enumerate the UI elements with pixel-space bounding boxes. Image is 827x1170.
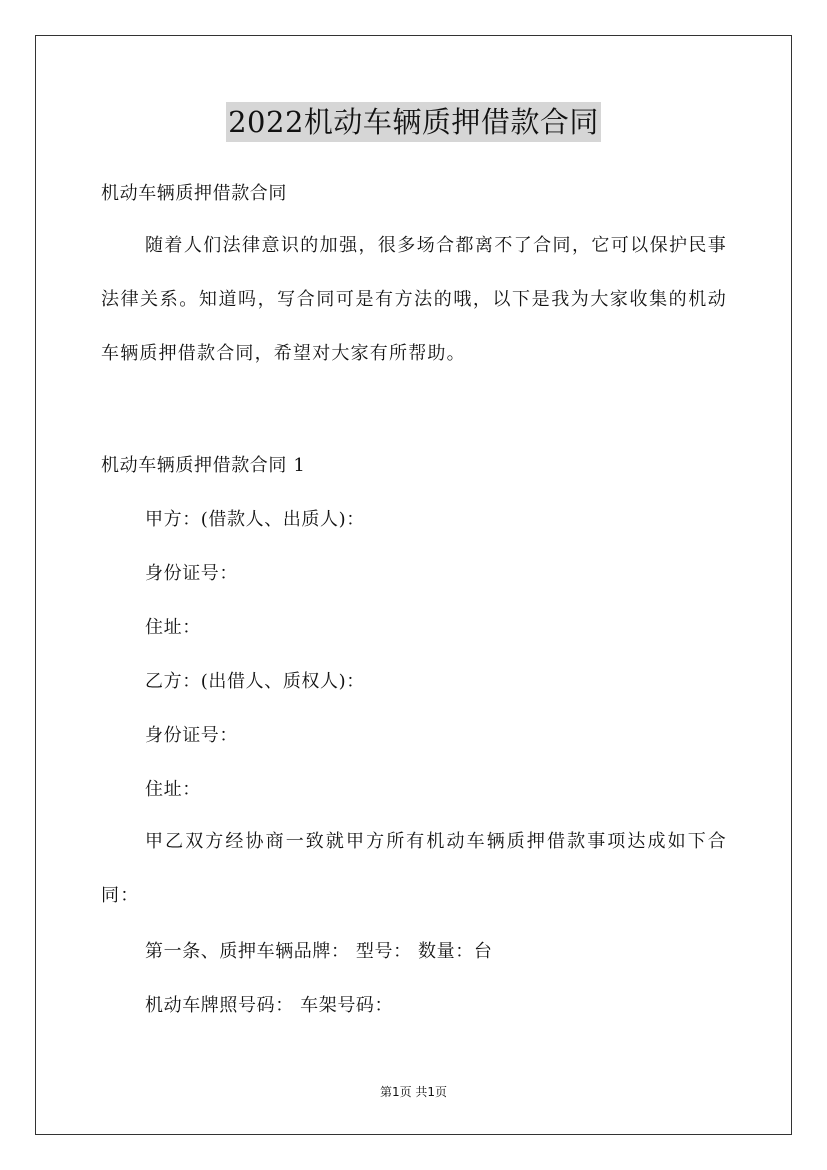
plate-info: 机动车牌照号码： 车架号码：: [145, 995, 394, 1016]
page-footer: 第1页 共1页: [379, 1085, 448, 1099]
article-1: 第一条、质押车辆品牌： 型号： 数量：台: [145, 941, 493, 962]
party-a-label: 甲方：(借款人、出质人)：: [145, 509, 365, 530]
agreement-paragraph: 甲乙双方经协商一致就甲方所有机动车辆质押借款事项达成如下合同：: [101, 831, 727, 906]
party-b-id-label: 身份证号：: [145, 725, 238, 746]
party-b-label: 乙方：(出借人、质权人)：: [145, 671, 365, 692]
party-a-id-label: 身份证号：: [145, 563, 238, 584]
party-a-address-label: 住址：: [145, 617, 201, 638]
section-heading: 机动车辆质押借款合同 1: [101, 455, 306, 476]
title-container: [0, 102, 827, 142]
party-b-address-label: 住址：: [145, 779, 201, 800]
document-title: 2022机动车辆质押借款合同: [226, 102, 601, 142]
document-subtitle: 机动车辆质押借款合同: [101, 183, 287, 204]
intro-paragraph: 随着人们法律意识的加强，很多场合都离不了合同，它可以保护民事法律关系。知道吗，写合同可是有方法的哦，以下是我为大家收集的机动车辆质押借款合同，希望对大家有所帮助。: [101, 235, 727, 364]
